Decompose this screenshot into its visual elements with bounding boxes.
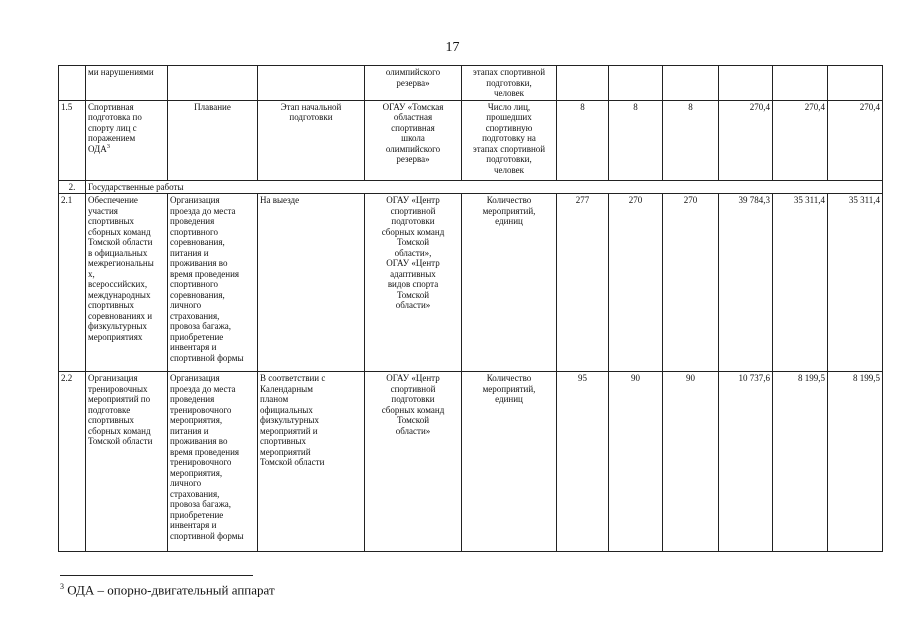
cell-value-6: 8 199,5: [828, 372, 883, 552]
cell-indicator: Число лиц, прошедших спортивную подготовку на этапах спортивной подготовки, человек: [462, 100, 557, 180]
cell-num: 2.2: [59, 372, 86, 552]
cell-indicator: этапах спортивной подготовки, человек: [462, 66, 557, 101]
cell-name: Организация тренировочных мероприятий по подготовке спортивных сборных команд Томской области: [86, 372, 168, 552]
cell-value-5: [773, 66, 828, 101]
cell-num: 1.5: [59, 100, 86, 180]
section-title: Государственные работы: [86, 180, 883, 194]
cell-name: Обеспечение участия спортивных сборных команд Томской области в официальных межрегиональны х, всероссийских, международных спортивных соревнованиях и физкультурных мероприятиях: [86, 194, 168, 372]
cell-value-6: 270,4: [828, 100, 883, 180]
table-row: [59, 194, 883, 372]
cell-executor: ОГАУ «Томская областная спортивная школа олимпийского резерва»: [365, 100, 462, 180]
cell-value-3: 90: [663, 372, 719, 552]
cell-place: [258, 66, 365, 101]
cell-indicator: Количество мероприятий, единиц: [462, 372, 557, 552]
footnote-separator: [60, 575, 253, 576]
table-row: [59, 100, 883, 180]
cell-value-4: 39 784,3: [719, 194, 773, 372]
cell-name: ми нарушениями: [86, 66, 168, 101]
cell-num: 2.: [59, 180, 86, 194]
program-table: [58, 65, 883, 552]
footnote-text: ОДА – опорно-двигательный аппарат: [64, 582, 275, 598]
footnote-marker: 3: [60, 582, 64, 591]
cell-value-4: 270,4: [719, 100, 773, 180]
cell-value-2: 270: [609, 194, 663, 372]
cell-value-4: 10 737,6: [719, 372, 773, 552]
cell-value-5: 270,4: [773, 100, 828, 180]
cell-value-4: [719, 66, 773, 101]
cell-direction: [168, 66, 258, 101]
cell-place: На выезде: [258, 194, 365, 372]
cell-place: Этап начальной подготовки: [258, 100, 365, 180]
cell-num: 2.1: [59, 194, 86, 372]
page-number: 17: [445, 40, 460, 55]
cell-value-3: 8: [663, 100, 719, 180]
cell-executor: ОГАУ «Центр спортивной подготовки сборных команд Томской области», ОГАУ «Центр адаптивных видов спорта Томской области»: [365, 194, 462, 372]
cell-executor: ОГАУ «Центр спортивной подготовки сборных команд Томской области»: [365, 372, 462, 552]
cell-value-5: 8 199,5: [773, 372, 828, 552]
footnote: [60, 582, 275, 598]
cell-num: [59, 66, 86, 101]
cell-value-6: 35 311,4: [828, 194, 883, 372]
cell-value-1: 277: [557, 194, 609, 372]
cell-name: Спортивная подготовка по спорту лиц с поражением ОДА$^3$: [86, 100, 168, 180]
cell-value-5: 35 311,4: [773, 194, 828, 372]
cell-value-3: [663, 66, 719, 101]
cell-value-6: [828, 66, 883, 101]
cell-place: В соответствии с Календарным планом официальных физкультурных мероприятий и спортивных мероприятий Томской области: [258, 372, 365, 552]
cell-direction: Организация проезда до места проведения спортивного соревнования, питания и проживания во время проведения спортивного соревнования, личного страхования, провоза багажа, приобретение инвентаря и спортивной формы: [168, 194, 258, 372]
cell-direction: Организация проезда до места проведения тренировочного мероприятия, питания и проживания во время проведения тренировочного мероприятия, личного страхования, провоза багажа, приобретение инвентаря и спортивной формы: [168, 372, 258, 552]
table-row: [59, 66, 883, 101]
section-row: [59, 180, 883, 194]
cell-value-2: 90: [609, 372, 663, 552]
cell-value-1: 8: [557, 100, 609, 180]
cell-value-1: 95: [557, 372, 609, 552]
cell-value-1: [557, 66, 609, 101]
table-row: [59, 372, 883, 552]
cell-executor: олимпийского резерва»: [365, 66, 462, 101]
cell-indicator: Количество мероприятий, единиц: [462, 194, 557, 372]
cell-value-2: [609, 66, 663, 101]
cell-direction: Плавание: [168, 100, 258, 180]
cell-value-2: 8: [609, 100, 663, 180]
cell-value-3: 270: [663, 194, 719, 372]
footnote-ref: 3: [106, 142, 110, 150]
